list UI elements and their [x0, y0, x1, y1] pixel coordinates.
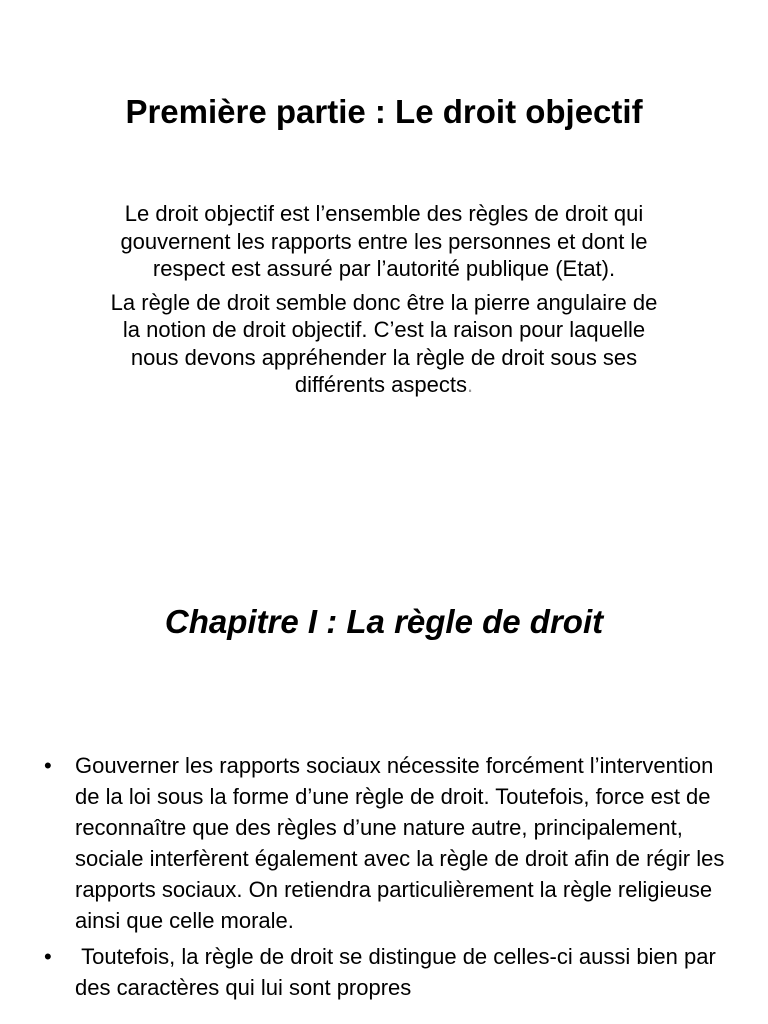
chapter-title: Chapitre I : La règle de droit	[164, 603, 604, 640]
bullet-text: Toutefois, la règle de droit se distingue de celles-ci aussi bien par des caractères qui lui sont propres	[75, 944, 722, 1000]
intro-paragraph-definition: Le droit objectif est l’ensemble des règles de droit qui gouvernent les rapports entre les personnes et dont le respect est assuré par l’autorité publique (Etat).	[120, 201, 648, 281]
intro-paragraph-rule	[104, 289, 664, 399]
page-title: Première partie : Le droit objectif	[125, 93, 643, 130]
bullet-item	[40, 750, 730, 936]
intro-paragraph-rule-text: La règle de droit semble donc être la pierre angulaire de la notion de droit objectif. C’est la raison pour laquelle nous devons appréhender la règle de droit sous ses différents aspects	[110, 289, 658, 397]
bullet-text: Gouverner les rapports sociaux nécessite forcément l’intervention de la loi sous la forme d’une règle de droit. Toutefois, force est de reconnaître que des règles d’une nature autre, principalement, sociale interfèrent également avec la règle de droit afin de régir les rapports sociaux. On retiendra particulièrement la règle religieuse ainsi que celle morale.	[75, 753, 725, 933]
bullet-item	[40, 941, 730, 1003]
bullet-dot-icon: •	[44, 753, 52, 778]
bullet-dot-icon: •	[44, 944, 52, 969]
bullet-list	[40, 750, 730, 1008]
intro-paragraph-rule-period: .	[466, 372, 474, 397]
intro-text-block	[104, 200, 664, 399]
